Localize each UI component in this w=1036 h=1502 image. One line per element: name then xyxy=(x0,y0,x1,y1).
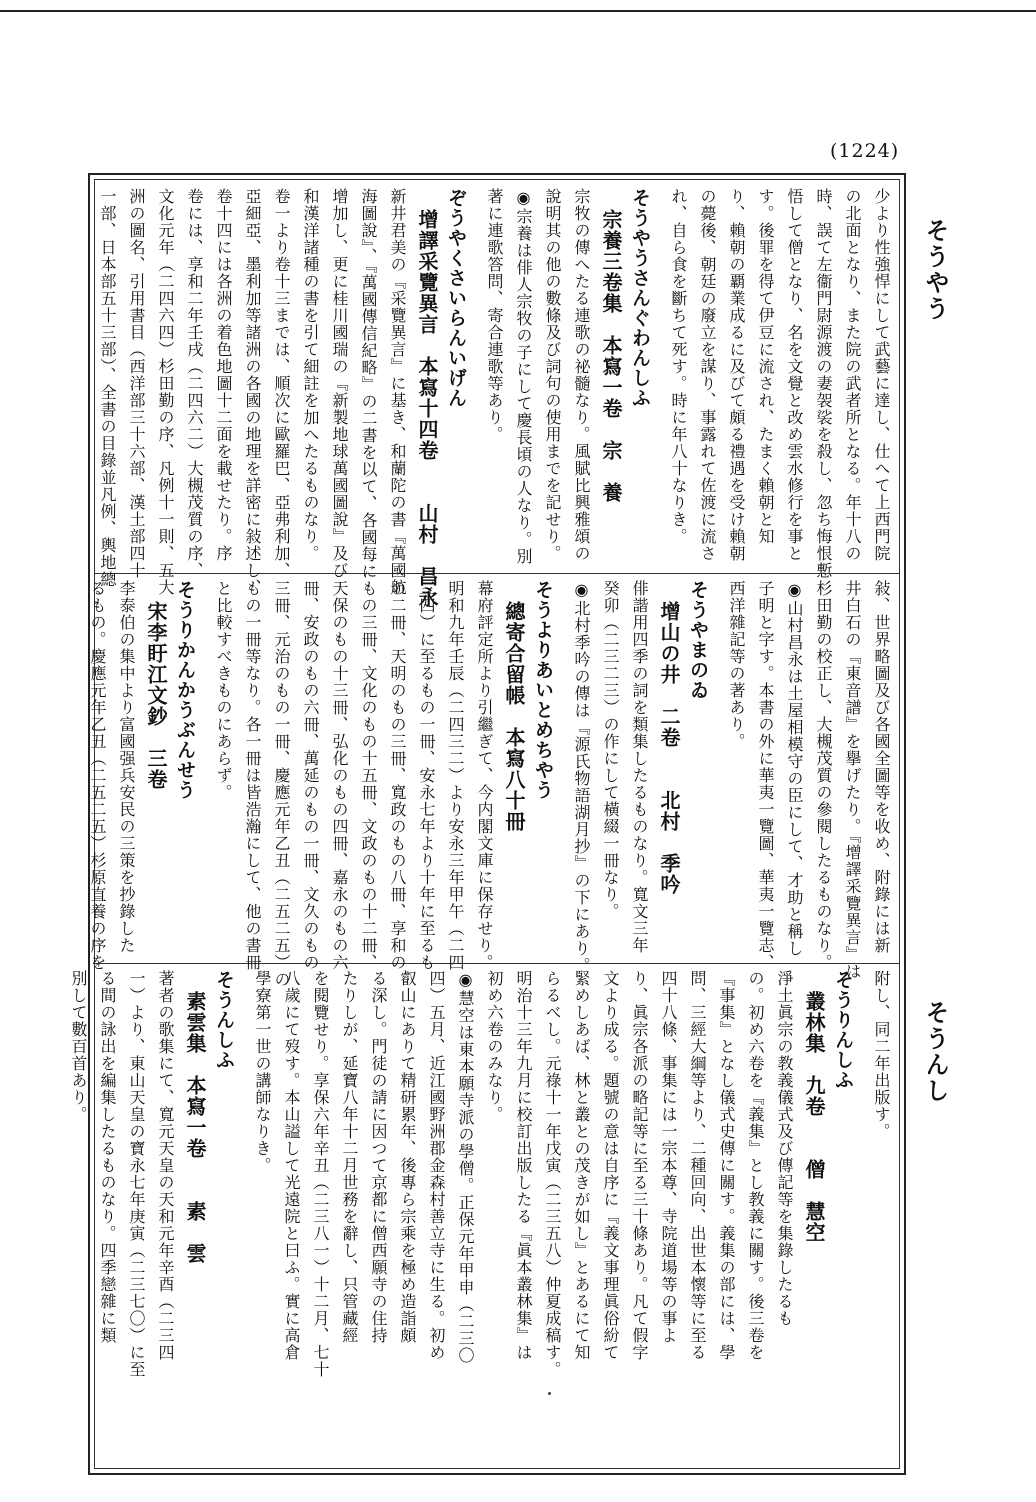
running-head-bottom: そうんし xyxy=(921,1000,950,1104)
text-column: る深し。門徒の請に因つて京都に僧西願寺の住持 xyxy=(369,970,388,1344)
text-column: 一部、日本部五十三部）、全書の目錄並凡例、輿地總 xyxy=(98,188,117,588)
text-column: 著に連歌答問、寄合連歌等あり。 xyxy=(485,188,504,443)
text-column: ◉山村昌永は土屋相模守の臣にして、才助と稱し xyxy=(785,580,804,957)
text-column: 俳諧用四季の詞を類集したるものなり。寬文三年 xyxy=(630,580,649,954)
text-column: 井白石の『東音譜』を擧げたり。『增譯采覽異言』は xyxy=(843,580,862,980)
text-column: らるべし。元祿十一年戊寅（二三五八）仲夏成稿す。 xyxy=(543,970,562,1378)
upper-band xyxy=(98,188,896,608)
text-column: 天保のもの十三冊、弘化のもの四冊、嘉永のもの六 xyxy=(330,580,349,971)
text-column: 『事集』となし儀式史傳に關す。義集の部には、學 xyxy=(717,970,736,1361)
text-column: 卷一より卷十三までは、順次に歐羅巴、亞弗利加、 xyxy=(272,188,291,579)
text-column: り、眞宗各派の略記等に至る三十條あり。凡て假字 xyxy=(630,970,649,1361)
entry-title: 素雲集 本寫一卷 素 雲 xyxy=(183,970,207,1264)
entry-title: 增山の井 二卷 北村 季吟 xyxy=(657,580,681,895)
text-column: を閱覽せり。享保六年辛丑（二三八一）十二月、七十 xyxy=(311,970,330,1378)
text-column: 卷には、享和二年壬戌（二四六二）大槻茂質の序、 xyxy=(185,188,204,579)
text-column: 幕府評定所より引繼ぎて、今内閣文庫に保存せり。 xyxy=(475,580,494,971)
text-column: 李泰伯の集中より富國强兵安民の三策を抄錄した xyxy=(117,580,136,954)
text-column: 叡山にありて精研累年、後專ら宗乘を極め造詣頗 xyxy=(398,970,417,1344)
text-column: の二冊、天明のもの三冊、寬政のもの八冊、享和の xyxy=(388,580,407,971)
entry-title: 宗養三卷集 本寫一卷 宗 養 xyxy=(599,188,623,503)
text-column: 冊、安政のもの六冊、萬延のもの一冊、文久のもの xyxy=(301,580,320,971)
text-column: もの一冊等なり。各一冊は皆浩瀚にして、他の書冊 xyxy=(243,580,262,971)
text-column: 說明其の他の數條及び詞句の使用までを記せり。 xyxy=(543,188,562,562)
text-column: 敍、世界略圖及び各國全圖等を收め、附錄には新 xyxy=(872,580,891,954)
text-column: 新井君美の『采覽異言』に基き、和蘭陀の書『萬國航 xyxy=(388,188,407,596)
text-column: 海圖說』、『萬國傳信紀略』の二書を以て、各國每に xyxy=(359,188,378,580)
text-column: 初め六卷のみなり。 xyxy=(485,970,504,1123)
entry-heading: そうやまのゐ xyxy=(687,580,709,700)
text-column: 四十八條、事集には一宗本尊、寺院道場等の事よ xyxy=(659,970,678,1344)
text-column: と比較すべきものにあらず。 xyxy=(214,580,233,801)
entry-title: 宋李盱江文鈔 三卷 xyxy=(144,580,168,790)
text-column: の。初め六卷を『義集』とし教義に關す。後三卷を xyxy=(746,970,765,1361)
text-column: 三冊、元治のもの一冊、慶應元年乙丑（二五二五）の xyxy=(272,580,291,988)
lower-band xyxy=(69,970,896,1460)
text-column: 附し、同二年出版す。 xyxy=(872,970,891,1140)
text-column: 悟して僧となり、名を文覺と改め雲水修行を事と xyxy=(785,188,804,562)
text-column: たりしが、延寶八年十二月世務を辭し、只管藏經 xyxy=(340,970,359,1344)
text-column: れ、自ら食を斷ちて死す。時に年八十なりき。 xyxy=(669,188,688,545)
text-column: るもの。慶應元年乙丑（二五二五）杉原直養の序を xyxy=(88,580,107,971)
text-column: る間の詠出を編集したるものなり。四季戀雜に類 xyxy=(98,970,117,1344)
text-column: 少より性強悍にして武藝に達し、仕へて上西門院 xyxy=(872,188,891,562)
text-column: 一）より、東山天皇の寶永七年庚寅（二三七〇）に至 xyxy=(127,970,146,1378)
entry-heading: そうんしふ xyxy=(213,970,235,1070)
text-column: 別して數百首あり。 xyxy=(69,970,88,1123)
text-column: り、賴朝の覇業成るに及びて頗る禮遇を受け賴朝 xyxy=(727,188,746,562)
text-column: の北面となり、また院の武者所となる。年十八の xyxy=(843,188,862,562)
entry-title: 總寄合留帳 本寫八十冊 xyxy=(502,580,526,832)
entry-heading: そうりかんかうぶんせう xyxy=(174,580,196,800)
middle-band xyxy=(88,580,896,988)
text-column: 時、誤て左衞門尉源渡の妻袈裟を殺し、忽ち悔恨慙 xyxy=(814,188,833,579)
text-column: 緊めしあば、林と叢との茂きが如し』とあるにて知 xyxy=(572,970,591,1361)
stray-mark xyxy=(548,1392,551,1395)
text-column: 問、三經大綱等より、二種回向、出世本懷等に至る xyxy=(688,970,707,1361)
entry-title: 叢林集 九卷 僧 慧空 xyxy=(802,970,826,1243)
entry-heading: そうやうさんぐわんしふ xyxy=(629,188,651,408)
text-column: す。後罪を得て伊豆に流され、たまく賴朝と知 xyxy=(756,188,775,545)
entry-heading: そうよりあいとめちやう xyxy=(532,580,554,800)
text-column: 癸卯（二三二三）の作にして橫綴一冊なり。 xyxy=(601,580,620,920)
top-rule xyxy=(0,10,1036,12)
entry-title: 增譯采覽異言 本寫十四卷 山村 昌永 xyxy=(415,188,439,608)
text-column: 洲の圖名、引用書目（西洋部三十六部、漢土部四十 xyxy=(127,188,146,579)
text-column: ◉宗養は俳人宗牧の子にして慶長頃の人なり。別 xyxy=(514,188,533,565)
text-column: 文化元年（二四六四）杉田勤の序、凡例十一則、五大 xyxy=(156,188,175,596)
text-column: 卷十四には各洲の着色地圖十二面を載せたり。序 xyxy=(214,188,233,562)
text-column: 八歲にて歿す。本山謚して光遠院と曰ふ。實に高倉 xyxy=(282,970,301,1361)
text-column: 四）五月、近江國野洲郡金森村善立寺に生る。初め xyxy=(427,970,446,1361)
page-number: (1224) xyxy=(830,140,900,162)
text-column: 三四）に至るもの一冊、安永七年より十年に至るも xyxy=(417,580,436,971)
text-column: 增加し、更に桂川國瑞の『新製地球萬國圖說』及び xyxy=(330,188,349,579)
text-column: 子明と字す。本書の外に華夷一覽圖、華夷一覽志、 xyxy=(756,580,775,971)
text-column: 和漢洋諸種の書を引て細註を加へたるものなり。 xyxy=(301,188,320,562)
entry-heading: そうりんしふ xyxy=(832,970,854,1090)
text-column: 杉田勤の校正し、大槻茂質の參閱したるものなり。 xyxy=(814,580,833,971)
text-column: もの三冊、文化のもの十五冊、文政のもの十二冊、 xyxy=(359,580,378,971)
text-column: 明治十三年九月に校訂出版したる『眞本叢林集』は xyxy=(514,970,533,1361)
text-column: ◉北村季吟の傳は『源氏物語湖月抄』の下にあり。 xyxy=(572,580,591,974)
text-column: 文より成る。題號の意は自序に『義文事理眞俗紛て xyxy=(601,970,620,1361)
text-column: 西洋雜記等の著あり。 xyxy=(727,580,746,750)
text-column: 著者の歌集にて、寬元天皇の天和元年辛酉（二三四 xyxy=(156,970,175,1361)
entry-heading: ぞうやくさいらんいげん xyxy=(445,188,467,408)
text-column: 學寮第一世の講師なりき。 xyxy=(253,970,272,1174)
band-divider-1 xyxy=(95,573,899,574)
text-column: 淨土眞宗の教義儀式及び傳記等を集錄したるも xyxy=(775,970,794,1327)
text-column: の薨後、朝廷の廢立を謀り、事露れて佐渡に流さ xyxy=(698,188,717,562)
text-column: 宗牧の傳へたる連歌の祕髓なり。風賦比興雅頌の xyxy=(572,188,591,562)
text-column: 明和九年壬辰（二四三二）より安永三年甲午（二四 xyxy=(446,580,465,971)
text-column: 亞細亞、墨利加等諸洲の各國の地理を詳密に敍述し、 xyxy=(243,188,262,596)
running-head-top: そうやう xyxy=(921,218,950,322)
text-column: ◉慧空は東本願寺派の學僧。正保元年甲申（二三〇 xyxy=(456,970,475,1364)
